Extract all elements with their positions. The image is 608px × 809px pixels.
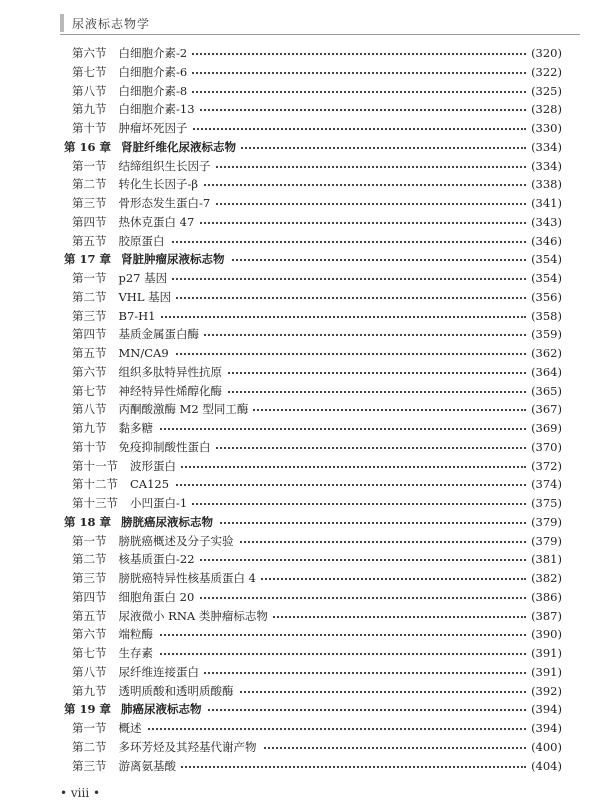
toc-section-row[interactable] bbox=[0, 119, 608, 137]
toc-entry-page: (372) bbox=[531, 458, 562, 473]
toc-entry-page: (328) bbox=[531, 102, 562, 117]
toc-entry-number: 第十节 bbox=[72, 439, 107, 454]
toc-leader-dots bbox=[224, 391, 526, 393]
toc-leader-dots bbox=[201, 334, 526, 336]
toc-entry-number: 第八节 bbox=[72, 664, 107, 679]
toc-chapter-row[interactable] bbox=[0, 138, 608, 156]
toc-entry-title: 细胞角蛋白 20 bbox=[119, 588, 199, 606]
toc-entry-page: (374) bbox=[531, 477, 562, 492]
toc-entry-page: (354) bbox=[531, 271, 562, 285]
toc-leader-dots bbox=[196, 222, 526, 224]
toc-entry-number: 第三节 bbox=[72, 758, 107, 773]
toc-entry-page: (386) bbox=[531, 589, 562, 604]
toc-entry-page: (392) bbox=[531, 683, 562, 698]
toc-leader-dots bbox=[171, 484, 526, 486]
toc-entry-number: 第九节 bbox=[72, 102, 107, 117]
toc-leader-dots bbox=[189, 503, 526, 505]
toc-entry-title: 基质金属蛋白酶 bbox=[119, 325, 204, 343]
toc-section-row[interactable] bbox=[0, 588, 608, 606]
toc-leader-dots bbox=[189, 91, 526, 93]
toc-section-row[interactable] bbox=[0, 738, 608, 756]
toc-leader-dots bbox=[173, 297, 526, 299]
toc-entry-page: (334) bbox=[531, 158, 562, 173]
toc-entry-page: (338) bbox=[531, 177, 562, 192]
toc-entry-title: 肾脏肿瘤尿液标志物 bbox=[121, 250, 229, 268]
toc-entry-number: 第七节 bbox=[72, 64, 107, 79]
toc-entry-title: p27 基因 bbox=[119, 269, 172, 287]
toc-entry-page: (330) bbox=[531, 121, 562, 135]
toc-section-row[interactable] bbox=[0, 213, 608, 231]
toc-entry-number: 第六节 bbox=[72, 364, 107, 379]
toc-entry-page: (343) bbox=[531, 214, 562, 229]
toc-entry-title: 膀胱癌概述及分子实验 bbox=[119, 532, 238, 550]
toc-entry-title: 白细胞介素-8 bbox=[119, 82, 192, 100]
toc-entry-title: 结缔组织生长因子 bbox=[119, 157, 215, 175]
toc-section-row[interactable] bbox=[0, 63, 608, 81]
toc-section-row[interactable] bbox=[0, 663, 608, 681]
toc-entry-page: (364) bbox=[531, 364, 562, 379]
toc-section-row[interactable] bbox=[0, 307, 608, 325]
toc-section-row[interactable] bbox=[0, 607, 608, 625]
toc-section-row[interactable] bbox=[0, 625, 608, 643]
toc-entry-number: 第一节 bbox=[72, 271, 107, 285]
toc-leader-dots bbox=[155, 634, 526, 636]
toc-entry-page: (362) bbox=[531, 346, 562, 360]
toc-section-row[interactable] bbox=[0, 569, 608, 587]
toc-section-row[interactable] bbox=[0, 400, 608, 418]
toc-entry-number: 第四节 bbox=[72, 214, 107, 229]
toc-entry-number: 第二节 bbox=[72, 739, 107, 754]
toc-entry-page: (365) bbox=[531, 383, 562, 398]
toc-entry-number: 第 19 章 bbox=[64, 702, 112, 717]
toc-section-row[interactable] bbox=[0, 494, 608, 512]
toc-section-row[interactable] bbox=[0, 644, 608, 662]
toc-section-row[interactable] bbox=[0, 194, 608, 212]
toc-entry-page: (358) bbox=[531, 308, 562, 323]
toc-entry-title: 骨形态发生蛋白-7 bbox=[119, 194, 215, 212]
toc-entry-page: (359) bbox=[531, 327, 562, 342]
toc-entry-number: 第二节 bbox=[72, 289, 107, 304]
toc-entry-number: 第 16 章 bbox=[64, 139, 112, 154]
toc-entry-number: 第八节 bbox=[72, 83, 107, 98]
toc-entry-page: (367) bbox=[531, 402, 562, 417]
toc-leader-dots bbox=[196, 597, 526, 599]
toc-leader-dots bbox=[144, 728, 527, 730]
toc-entry-title: 端粒酶 bbox=[119, 625, 158, 643]
toc-leader-dots bbox=[158, 316, 527, 318]
toc-entry-number: 第八节 bbox=[72, 402, 107, 417]
toc-section-row[interactable] bbox=[0, 269, 608, 287]
toc-entry-title: 肾脏纤维化尿液标志物 bbox=[121, 138, 240, 156]
toc-leader-dots bbox=[212, 203, 526, 205]
toc-entry-title: 神经特异性烯醇化酶 bbox=[119, 382, 227, 400]
toc-leader-dots bbox=[197, 559, 526, 561]
toc-leader-dots bbox=[178, 766, 526, 768]
toc-leader-dots bbox=[238, 147, 526, 149]
toc-leader-dots bbox=[236, 541, 527, 543]
toc-entry-number: 第五节 bbox=[72, 233, 107, 248]
toc-leader-dots bbox=[213, 166, 527, 168]
toc-entry-number: 第九节 bbox=[72, 683, 107, 698]
toc-section-row[interactable] bbox=[0, 157, 608, 175]
toc-leader-dots bbox=[155, 653, 526, 655]
toc-entry-number: 第三节 bbox=[72, 571, 107, 585]
toc-entry-title: MN/CA9 bbox=[119, 344, 173, 362]
toc-section-row[interactable] bbox=[0, 82, 608, 100]
toc-entry-page: (369) bbox=[531, 421, 562, 435]
toc-entry-page: (387) bbox=[531, 608, 562, 623]
toc-entry-title: 尿液微小 RNA 类肿瘤标志物 bbox=[119, 607, 272, 625]
toc-entry-page: (354) bbox=[531, 252, 562, 267]
toc-leader-dots bbox=[204, 709, 526, 711]
toc-entry-number: 第 17 章 bbox=[64, 252, 112, 267]
page-number: • viii • bbox=[60, 786, 101, 800]
toc-leader-dots bbox=[197, 109, 526, 111]
toc-leader-dots bbox=[178, 466, 526, 468]
toc-entry-title: 白细胞介素-2 bbox=[119, 44, 192, 62]
toc-entry-title: VHL 基因 bbox=[119, 288, 176, 306]
toc-leader-dots bbox=[258, 578, 526, 580]
toc-entry-page: (381) bbox=[531, 552, 562, 567]
toc-entry-title: 概述 bbox=[119, 719, 146, 737]
toc-entry-number: 第六节 bbox=[72, 627, 107, 642]
toc-entry-title: 免疫抑制酸性蛋白 bbox=[119, 438, 215, 456]
toc-entry-number: 第九节 bbox=[72, 421, 107, 435]
toc-entry-page: (379) bbox=[531, 514, 562, 529]
toc-section-row[interactable] bbox=[0, 682, 608, 700]
toc-entry-page: (325) bbox=[531, 83, 562, 98]
toc-entry-page: (390) bbox=[531, 627, 562, 642]
toc-leader-dots bbox=[200, 184, 526, 186]
toc-entry-title: 尿纤维连接蛋白 bbox=[119, 663, 204, 681]
toc-entry-page: (370) bbox=[531, 439, 562, 454]
toc-entry-page: (404) bbox=[531, 758, 562, 773]
toc-section-row[interactable] bbox=[0, 532, 608, 550]
toc-entry-title: 白细胞介素-6 bbox=[119, 63, 192, 81]
toc-leader-dots bbox=[190, 128, 527, 130]
toc-section-row[interactable] bbox=[0, 363, 608, 381]
toc-entry-number: 第四节 bbox=[72, 327, 107, 342]
toc-entry-page: (400) bbox=[531, 739, 562, 754]
toc-entry-page: (356) bbox=[531, 289, 562, 304]
toc-entry-number: 第三节 bbox=[72, 308, 107, 323]
toc-entry-number: 第十三节 bbox=[72, 496, 118, 510]
toc-entry-title: 热休克蛋白 47 bbox=[119, 213, 199, 231]
toc-entry-title: 丙酮酸激酶 M2 型同工酶 bbox=[119, 400, 253, 418]
toc-entry-page: (334) bbox=[531, 139, 562, 154]
toc-entry-number: 第十一节 bbox=[72, 458, 118, 473]
toc-section-row[interactable] bbox=[0, 457, 608, 475]
toc-entry-title: 多环芳烃及其羟基代谢产物 bbox=[119, 738, 261, 756]
toc-leader-dots bbox=[224, 372, 526, 374]
toc-leader-dots bbox=[171, 353, 526, 355]
toc-entry-number: 第二节 bbox=[72, 552, 107, 567]
toc-entry-number: 第五节 bbox=[72, 608, 107, 623]
toc-leader-dots bbox=[169, 278, 526, 280]
toc-leader-dots bbox=[201, 672, 526, 674]
toc-section-row[interactable] bbox=[0, 175, 608, 193]
toc-leader-dots bbox=[167, 241, 527, 243]
toc-entry-page: (394) bbox=[531, 721, 562, 735]
toc-entry-title: B7-H1 bbox=[119, 307, 160, 325]
toc-entry-number: 第七节 bbox=[72, 383, 107, 398]
toc-entry-title: CA125 bbox=[130, 475, 173, 493]
toc-entry-number: 第十二节 bbox=[72, 477, 118, 492]
toc-entry-page: (394) bbox=[531, 702, 562, 717]
toc-entry-title: 波形蛋白 bbox=[130, 457, 180, 475]
toc-section-row[interactable] bbox=[0, 44, 608, 62]
header-accent-bar bbox=[60, 14, 64, 32]
toc-entry-title: 核基质蛋白-22 bbox=[119, 550, 199, 568]
toc-chapter-row[interactable] bbox=[0, 700, 608, 718]
toc-section-row[interactable] bbox=[0, 419, 608, 437]
toc-section-row[interactable] bbox=[0, 288, 608, 306]
toc-entry-page: (391) bbox=[531, 646, 562, 660]
toc-entry-number: 第一节 bbox=[72, 158, 107, 173]
toc-section-row[interactable] bbox=[0, 100, 608, 118]
toc-leader-dots bbox=[227, 259, 526, 261]
toc-entry-number: 第十节 bbox=[72, 121, 107, 135]
toc-leader-dots bbox=[270, 616, 526, 618]
toc-entry-number: 第四节 bbox=[72, 589, 107, 604]
toc-entry-title: 胶原蛋白 bbox=[119, 232, 169, 250]
toc-entry-page: (382) bbox=[531, 571, 562, 585]
toc-entry-title: 小凹蛋白-1 bbox=[130, 494, 191, 512]
toc-leader-dots bbox=[259, 747, 527, 749]
toc-entry-number: 第六节 bbox=[72, 46, 107, 60]
toc-section-row[interactable] bbox=[0, 344, 608, 362]
toc-chapter-row[interactable] bbox=[0, 250, 608, 268]
toc-leader-dots bbox=[189, 53, 526, 55]
toc-leader-dots bbox=[155, 428, 526, 430]
toc-leader-dots bbox=[236, 691, 527, 693]
toc-entry-page: (341) bbox=[531, 196, 562, 210]
toc-entry-title: 黏多糖 bbox=[119, 419, 158, 437]
toc-leader-dots bbox=[213, 447, 527, 449]
toc-entry-page: (346) bbox=[531, 233, 562, 248]
toc-entry-number: 第二节 bbox=[72, 177, 107, 192]
toc-entry-title: 透明质酸和透明质酸酶 bbox=[119, 682, 238, 700]
toc-section-row[interactable] bbox=[0, 719, 608, 737]
toc-section-row[interactable] bbox=[0, 232, 608, 250]
toc-entry-number: 第一节 bbox=[72, 721, 107, 735]
running-header bbox=[60, 12, 580, 35]
toc-chapter-row[interactable] bbox=[0, 513, 608, 531]
toc-section-row[interactable] bbox=[0, 475, 608, 493]
toc-entry-title: 白细胞介素-13 bbox=[119, 100, 199, 118]
toc-entry-title: 游离氨基酸 bbox=[119, 757, 181, 775]
toc-entry-title: 组织多肽特异性抗原 bbox=[119, 363, 227, 381]
toc-section-row[interactable] bbox=[0, 757, 608, 775]
toc-leader-dots bbox=[215, 522, 526, 524]
toc-entry-page: (320) bbox=[531, 46, 562, 60]
toc-section-row[interactable] bbox=[0, 438, 608, 456]
toc-entry-number: 第一节 bbox=[72, 533, 107, 548]
toc-leader-dots bbox=[250, 409, 526, 411]
toc-entry-title: 生存素 bbox=[119, 644, 158, 662]
toc-entry-title: 肺癌尿液标志物 bbox=[121, 700, 206, 718]
toc-leader-dots bbox=[189, 72, 526, 74]
toc-entry-page: (379) bbox=[531, 533, 562, 548]
toc-entry-number: 第五节 bbox=[72, 346, 107, 360]
toc-section-row[interactable] bbox=[0, 325, 608, 343]
toc-entry-page: (322) bbox=[531, 64, 562, 79]
toc-section-row[interactable] bbox=[0, 550, 608, 568]
book-title: 尿液标志物学 bbox=[72, 17, 151, 31]
toc-entry-title: 膀胱癌特异性核基质蛋白 4 bbox=[119, 569, 260, 587]
toc-entry-page: (391) bbox=[531, 664, 562, 679]
toc-entry-title: 膀胱癌尿液标志物 bbox=[121, 513, 217, 531]
toc-section-row[interactable] bbox=[0, 382, 608, 400]
toc-entry-page: (375) bbox=[531, 496, 562, 510]
toc-entry-number: 第七节 bbox=[72, 646, 107, 660]
toc-entry-number: 第三节 bbox=[72, 196, 107, 210]
toc-entry-title: 肿瘤坏死因子 bbox=[119, 119, 192, 137]
toc-entry-number: 第 18 章 bbox=[64, 514, 112, 529]
toc-entry-title: 转化生长因子-β bbox=[119, 175, 203, 193]
